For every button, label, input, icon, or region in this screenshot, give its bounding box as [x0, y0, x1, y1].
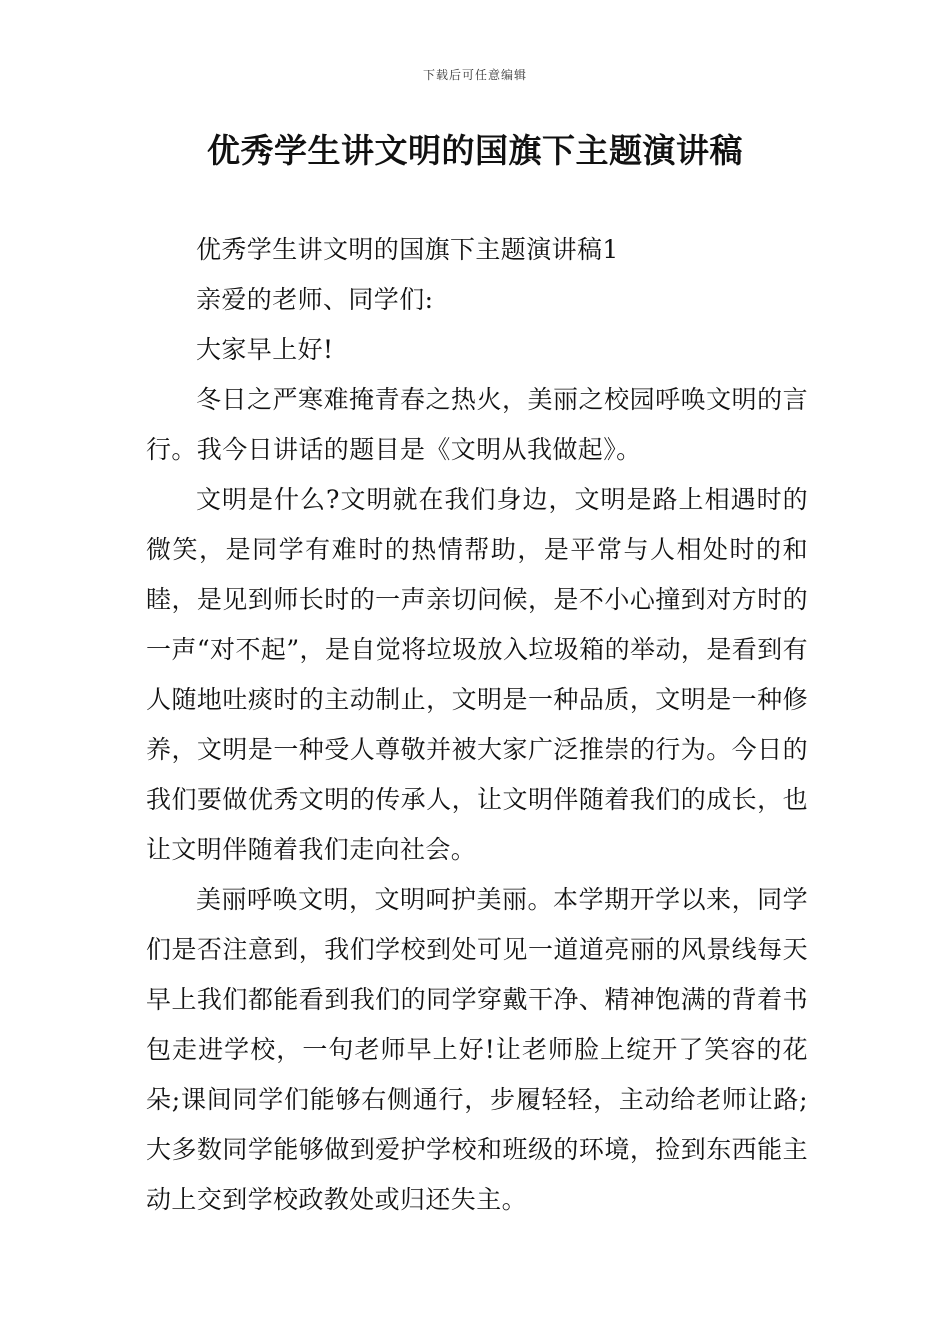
header-note: 下载后可任意编辑	[422, 68, 527, 82]
paragraph-greeting: 大家早上好!	[196, 335, 334, 364]
document-body	[146, 225, 808, 1225]
paragraph-subtitle: 优秀学生讲文明的国旗下主题演讲稿1	[196, 235, 619, 264]
paragraph-salutation: 亲爱的老师、同学们:	[196, 285, 434, 314]
paragraph-what-is-civility: 文明是什么?文明就在我们身边，文明是路上相遇时的微笑，是同学有难时的热情帮助，是平常与人相处时的和睦，是见到师长时的一声亲切问候，是不小心撞到对方时的一声“对不起”，是自觉将垃圾放入垃圾箱的举动，是看到有人随地吐痰时的主动制止，文明是一种品质，文明是一种修养，文明是一种受人尊敬并被大家广泛推崇的行为。今日的我们要做优秀文明的传承人，让文明伴随着我们的成长，也让文明伴随着我们走向社会。	[146, 485, 808, 864]
paragraph-intro: 冬日之严寒难掩青春之热火，美丽之校园呼唤文明的言行。我今日讲话的题目是《文明从我做起》。	[146, 385, 808, 464]
document-title: 优秀学生讲文明的国旗下主题演讲稿	[207, 131, 743, 170]
paragraph-beauty-calls-civility: 美丽呼唤文明，文明呵护美丽。本学期开学以来，同学们是否注意到，我们学校到处可见一道道亮丽的风景线每天早上我们都能看到我们的同学穿戴干净、精神饱满的背着书包走进学校，一句老师早上好!让老师脸上绽开了笑容的花朵;课间同学们能够右侧通行，步履轻轻，主动给老师让路;大多数同学能够做到爱护学校和班级的环境，捡到东西能主动上交到学校政教处或归还失主。	[146, 885, 808, 1214]
